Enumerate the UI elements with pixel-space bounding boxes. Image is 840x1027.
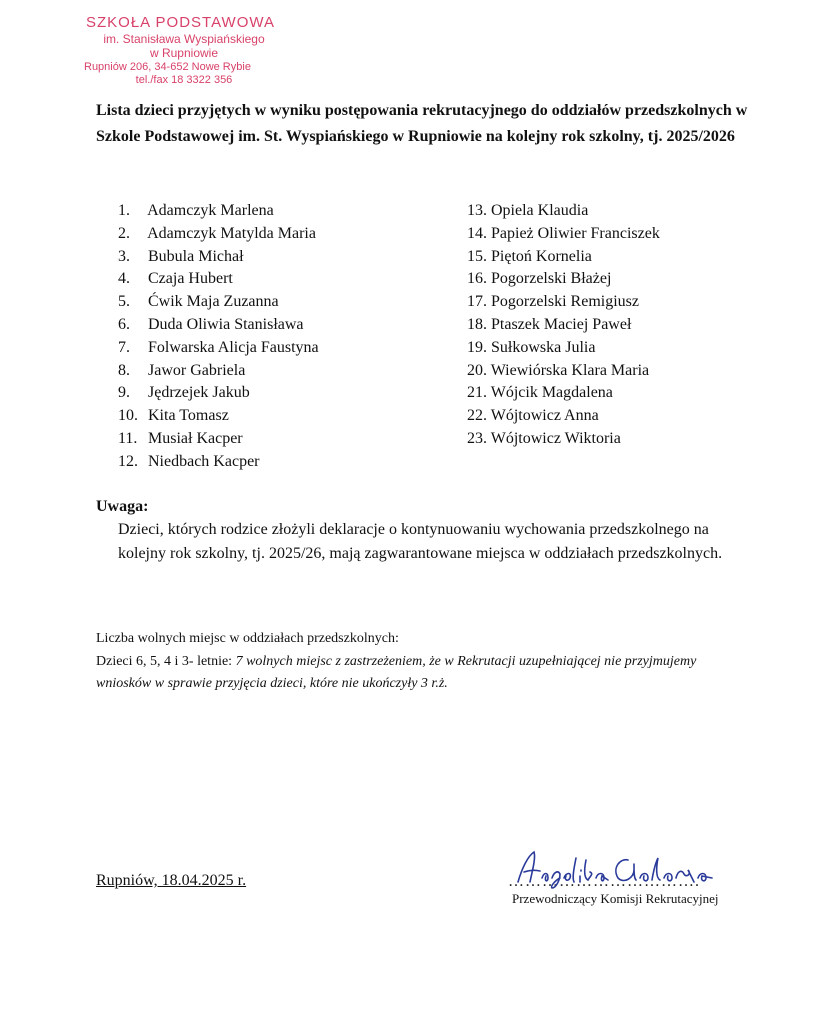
list-item	[467, 291, 660, 314]
list-item	[118, 223, 319, 246]
list-item	[118, 428, 319, 451]
list-item	[467, 382, 660, 405]
stamp-address: Rupniów 206, 34-652 Nowe Rybie	[84, 60, 251, 73]
child-name: Adamczyk Marlena	[147, 202, 274, 219]
child-name: Pogorzelski Remigiusz	[491, 293, 639, 311]
list-item	[467, 314, 660, 337]
child-name: Jędrzejek Jakub	[148, 384, 250, 402]
free-places-prefix: Dzieci 6, 5, 4 i 3- letnie:	[96, 654, 236, 669]
list-item-number: 13.	[467, 202, 487, 219]
list-item	[467, 337, 660, 360]
child-name: Duda Oliwia Stanisława	[148, 315, 304, 333]
child-name: Niedbach Kacper	[148, 452, 260, 470]
document-title: Lista dzieci przyjętych w wyniku postępowania rekrutacyjnego do oddziałów przedszkolnych w Szkole Podstawowej im. St. Wyspiańskiego w Rupniowie na kolejny rok szkolny, tj. 2025/2026	[96, 102, 748, 145]
list-item	[118, 405, 319, 428]
note-label: Uwaga:	[96, 498, 149, 515]
list-item	[118, 314, 319, 337]
child-name: Pogorzelski Błażej	[491, 270, 612, 288]
list-item-number: 5.	[118, 293, 130, 311]
child-name: Musiał Kacper	[148, 429, 243, 447]
list-item-number: 7.	[118, 338, 130, 356]
child-name: Sułkowska Julia	[491, 338, 596, 356]
list-item-number: 14.	[467, 224, 487, 242]
child-name: Wójcik Magdalena	[490, 384, 613, 402]
school-stamp	[84, 14, 284, 87]
list-item	[118, 451, 319, 474]
list-item	[118, 382, 319, 405]
list-item-number: 1.	[118, 202, 130, 219]
list-item	[467, 405, 660, 428]
child-name: Papież Oliwier Franciszek	[491, 224, 660, 242]
list-item	[467, 223, 660, 246]
list-item-number: 9.	[118, 384, 130, 402]
list-item-number: 19.	[467, 338, 487, 356]
child-name: Jawor Gabriela	[148, 361, 246, 379]
child-name: Opiela Klaudia	[491, 202, 589, 219]
child-name: Piętoń Kornelia	[491, 247, 592, 265]
list-item	[118, 200, 319, 223]
signature-role: Przewodniczący Komisji Rekrutacyjnej	[512, 891, 719, 906]
list-item-number: 21.	[467, 384, 487, 402]
list-item-number: 12.	[118, 452, 138, 470]
list-item-number: 8.	[118, 361, 130, 379]
list-item	[118, 291, 319, 314]
list-item	[118, 360, 319, 383]
children-list-right	[467, 200, 660, 451]
stamp-location: w Rupniowie	[149, 46, 219, 61]
list-item-number: 2.	[118, 224, 130, 242]
list-item	[467, 428, 660, 451]
list-item-number: 10.	[118, 407, 138, 425]
free-places-details: 7 wolnych miejsc z zastrzeżeniem, że w Rekrutacji uzupełniającej nie przyjmujemy wniosków w sprawie przyjęcia dzieci, które nie ukończyły 3 r.ż.	[96, 654, 697, 691]
list-item	[467, 200, 660, 223]
stamp-school-name: SZKOŁA PODSTAWOWA	[86, 14, 275, 31]
child-name: Ptaszek Maciej Paweł	[491, 315, 632, 333]
list-item-number: 16.	[467, 270, 487, 288]
list-item-number: 17.	[467, 293, 487, 311]
free-places-text	[96, 651, 736, 695]
list-item	[467, 268, 660, 291]
child-name: Ćwik Maja Zuzanna	[148, 293, 279, 311]
list-item	[118, 337, 319, 360]
list-item-number: 15.	[467, 247, 487, 265]
list-item-number: 6.	[118, 315, 130, 333]
list-item	[467, 246, 660, 269]
list-item-number: 22.	[467, 407, 487, 425]
child-name: Adamczyk Matylda Maria	[147, 224, 316, 242]
note-text: Dzieci, których rodzice złożyli deklaracje o kontynuowaniu wychowania przedszkolnego na kolejny rok szkolny, tj. 2025/26, mają zagwarantowane miejsca w oddziałach przedszkolnych.	[118, 521, 723, 562]
stamp-phone: tel./fax 18 3322 356	[135, 73, 233, 86]
child-name: Kita Tomasz	[148, 407, 229, 425]
list-item	[118, 268, 319, 291]
list-item-number: 20.	[467, 361, 487, 379]
child-name: Wójtowicz Wiktoria	[490, 429, 621, 447]
place-and-date: Rupniów, 18.04.2025 r.	[96, 872, 247, 889]
list-item-number: 18.	[467, 315, 487, 333]
list-item-number: 23.	[467, 429, 487, 447]
list-item-number: 3.	[118, 247, 130, 265]
list-item	[467, 360, 660, 383]
list-item-number: 11.	[118, 429, 138, 447]
child-name: Bubula Michał	[148, 247, 244, 265]
signature-dots: …………………………….	[508, 873, 700, 890]
free-places-label: Liczba wolnych miejsc w oddziałach przedszkolnych:	[96, 631, 399, 646]
list-item-number: 4.	[118, 270, 130, 288]
child-name: Czaja Hubert	[148, 270, 233, 288]
child-name: Wiewiórska Klara Maria	[490, 361, 650, 379]
children-list-left	[118, 200, 319, 474]
handwritten-signature	[500, 838, 740, 894]
child-name: Folwarska Alicja Faustyna	[148, 338, 319, 356]
list-item	[118, 246, 319, 269]
child-name: Wójtowicz Anna	[490, 407, 599, 425]
stamp-patron: im. Stanisława Wyspiańskiego	[103, 32, 265, 46]
